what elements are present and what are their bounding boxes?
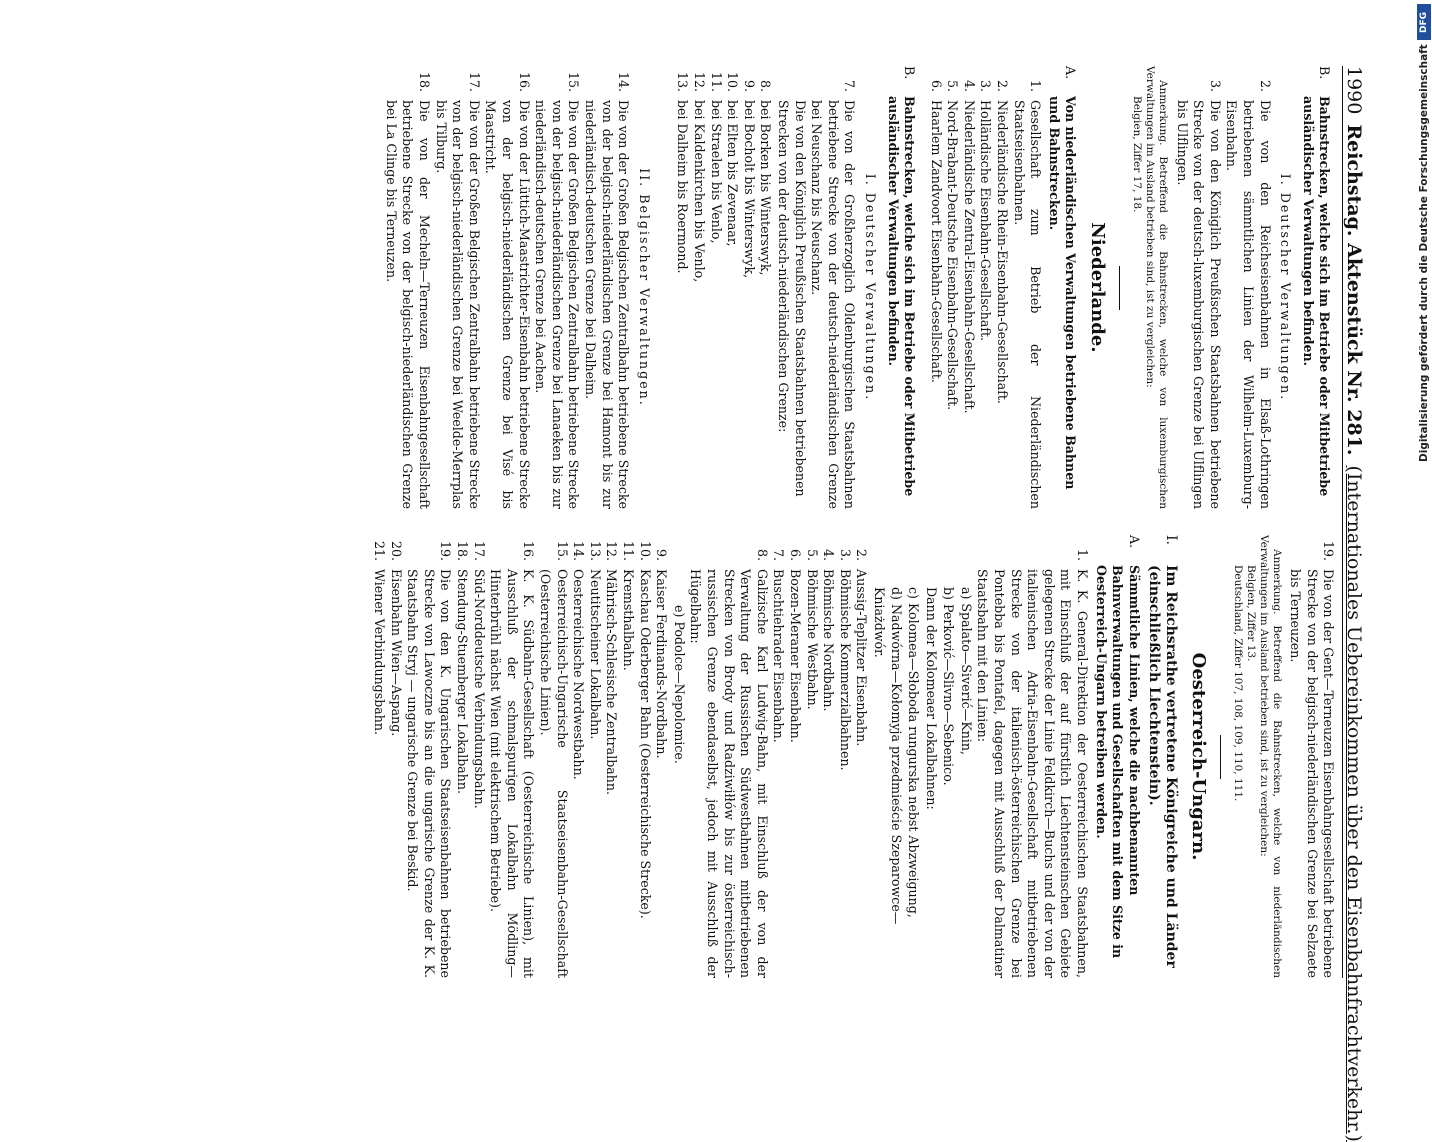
list-item: 12. bei Kaldenkirchen bis Venlo, (692, 71, 707, 283)
list-item: 11. Kremsthalbahn. (621, 540, 637, 671)
list-item: 18. Die von der Mecheln—Terneuzen Eisenbahngesellschaft betriebene Strecke von der belgisch-niederländischen Grenze bei La Clinge bis Terneuzen. (383, 71, 433, 509)
list-item: 3. Holländische Eisenbahn-Gesellschaft. (978, 79, 994, 342)
page-number: 1990 (1343, 66, 1365, 115)
list-item: 10. bei Elten bis Zevenaar, (725, 71, 741, 247)
sub-item: a) Spalato—Siverić—Knin, (958, 587, 974, 755)
list-item: 12. Mährisch-Schlesische Zentralbahn. (604, 540, 620, 796)
section-heading: A. Von niederländischen Verwaltungen betriebene Bahnen und Bahnstrecken. (1046, 66, 1079, 490)
list-item: 7. Die von der Großherzoglich Oldenburgischen Staatsbahnen betriebene Strecke von der deutsch-niederländischen Grenze bei Neuschanz bis Neuschanz. (809, 79, 858, 509)
list-item: 8. Galizische Karl Ludwig-Bahn, mit Einschluß der von der Verwaltung der Russischen Südwestbahnen mitbetriebenen Strecken von Brody und Radziwiłłów bis zur österreichisch-russischen Grenze ebendaselbst, jedoch mit Ausschluß der Hügelbahn: (688, 548, 770, 978)
list-item: 14. Oesterreichische Nordwestbahn. (571, 540, 587, 780)
list-item: 4. Niederländische Zentral-Eisenbahn-Gesellschaft. (961, 79, 977, 414)
list-item: 3. Die von den Königlich Preußischen Staatsbahnen betriebene Strecke von der deutsch-luxemburgischen Grenze bei Ulflingen bis Ulflingen. (1174, 79, 1223, 509)
list-item: 14. Die von der Großen Belgischen Zentralbahn betriebene Strecke von der belgisch-niederländischen Grenze bei Hamont bis zur niederländisch-deutschen Grenze bei Dalheim. (583, 71, 632, 509)
list-item: 16. K. K. Südbahn-Gesellschaft (Oesterreichische Linien), mit Ausschluß der schmalspurigen Lokalbahn Mödling—Hinterbrühl nächst Wien (mit elektrischem Betriebe). (488, 540, 537, 978)
document-page (10, 0, 1410, 1142)
footnote: Anmerkung. Betreffend die Bahnstrecken, welche von niederländischen Verwaltungen im Ausland betrieben sind, ist zu vergleichen: Belgien, Ziffer 13. Deutschland, Ziffer 107, 108, 109, 110, 111. (1231, 535, 1283, 978)
list-item: 15. Oesterreichisch-Ungarische Staatseisenbahn-Gesellschaft (Oesterreichische Linien). (538, 540, 570, 978)
country-title: Oesterreich-Ungarn. (1187, 652, 1209, 861)
digitization-note: Digitalisierung gefördert durch die Deutsche Forschungsgemeinschaft (1418, 44, 1430, 462)
footnote: Anmerkung. Betreffend die Bahnstrecken, welche von luxemburgischen Verwaltungen im Ausland betrieben sind, ist zu vergleichen: Belgien, Ziffer 17, 18. (1131, 66, 1170, 509)
section-heading: B. Bahnstrecken, welche sich im Betriebe oder Mitbetriebe ausländischer Verwaltungen befinden. (1300, 66, 1333, 497)
list-item: 19. Die von den K. Ungarischen Staatseisenbahnen betriebene Strecke von Lawoczne bis an die ungarische Grenze der K. K. Staatsbahn Stryj — ungarische Grenze bei Beskid. (405, 540, 454, 978)
country-title: Niederlande. (1087, 222, 1109, 353)
list-item: 19. Die von der Gent—Terneuzen Eisenbahngesellschaft betriebene Strecke von der belgisch-niederländischen Grenze bei Selzaete bis Terneuzen. (1288, 540, 1337, 978)
text-columns (371, 66, 1337, 978)
list-item: 6. Bozen-Meraner Eisenbahn. (787, 548, 803, 743)
list-item: 5. Böhmische Westbahn. (804, 548, 820, 710)
subsection-heading: II. Belgischer Verwaltungen. (636, 168, 652, 407)
list-item: 6. Haarlem Zandvoort Eisenbahn-Gesellschaft. (928, 79, 944, 383)
list-item: 1. Gesellschaft zum Betrieb der Niederländischen Staatseisenbahnen. (1011, 79, 1044, 509)
list-item: 16. Die von der Lüttich-Maastrichter-Eisenbahn betriebene Strecke von der belgisch-niederländischen Grenze bei Visé bis Maastricht. (483, 71, 532, 509)
divider (1119, 266, 1120, 310)
list-item: 3. Böhmische Kommerzialbahnen. (837, 548, 853, 771)
document-title: Reichstag. Aktenstück Nr. 281. (1343, 124, 1365, 456)
section-heading: A. Sämmtliche Linien, welche die nachbenannten Bahnverwaltungen und Gesellschaften mit dem Sitze in Oesterreich-Ungarn betreiben werden. (1093, 535, 1142, 959)
list-item: 5. Nord-Brabant-Deutsche Eisenbahn-Gesellschaft. (945, 79, 961, 411)
left-column (371, 66, 1337, 509)
list-item: 8. bei Borken bis Winterswyk, (758, 79, 774, 276)
list-item: 2. Aussig-Teplitzer Eisenbahn. (854, 548, 870, 747)
list-item: 9. bei Bocholt bis Winterswyk, (741, 79, 757, 279)
subsection-heading: I. Deutscher Verwaltungen. (1278, 173, 1294, 402)
list-item: 20. Eisenbahn Wien—Aspang. (388, 540, 404, 737)
paragraph: Dann der Kolomeaer Lokalbahnen: (923, 587, 939, 810)
list-item: 1. K. K. General-Direktion der Oesterreichischen Staatsbahnen, mit Einschluß der auf fürstlich Liechtensteinschen Gebiete gelegenen Strecke der Linie Feldkirch—Buchs und der von der italienischen Adria-Eisenbahn-Gesellschaft mitbetriebenen Strecke von der italienisch-österreichischen Grenze bei Pontebba bis Pontafel, dagegen mit Ausschluß der Dalmatiner Staatsbahn mit den Linien: (975, 548, 1091, 978)
sub-item: d) Nadwórna—Kołomyja przedmieście Szeparowce—Kniażdwór. (871, 587, 904, 925)
list-item: 17. Die von der Großen Belgischen Zentralbahn betriebene Strecke von der belgisch-niederländischen Grenze bei Weelde-Merrplas bis Tilburg. (433, 71, 482, 509)
list-item: 10. Kaschau Oderberger Bahn (Oesterreichische Strecke). (637, 540, 653, 919)
list-item: 11. bei Straelen bis Venlo, (708, 71, 724, 244)
sub-item: e) Podolce—Nepolomice. (671, 605, 687, 764)
divider (1220, 735, 1221, 779)
dfg-logo: DFG (1417, 4, 1431, 40)
sub-item: c) Kolomea—Słoboda rungurska nebst Abzweigung, (906, 587, 922, 918)
list-item: 21. Wiener Verbindungsbahn. (372, 540, 388, 736)
right-column (371, 535, 1337, 978)
section-heading: B. Bahnstrecken, welche sich im Betriebe oder Mitbetriebe ausländischer Verwaltungen befinden. (885, 66, 918, 497)
section-heading: I. Im Reichsrathe vertretene Königreiche und Länder (einschließlich Liechtenstein). (1146, 535, 1180, 968)
list-item: 17. Süd-Norddeutsche Verbindungsbahn. (471, 540, 487, 809)
list-item: 4. Böhmische Nordbahn. (821, 548, 837, 712)
list-item: 13. bei Dalheim bis Roermond. (675, 71, 691, 274)
subsection-heading: I. Deutscher Verwaltungen. (862, 173, 878, 402)
list-item: 9. Kaiser Ferdinands-Nordbahn. (654, 548, 670, 759)
list-item: 7. Buschtiehrader Eisenbahn. (771, 548, 787, 743)
page-header (1342, 66, 1365, 1142)
list-item: 2. Niederländische Rhein-Eisenbahn-Gesellschaft. (995, 79, 1011, 404)
list-item: 13. Neutitscheiner Lokalbahn. (587, 540, 603, 740)
sub-item: b) Perković—Slivno—Sebenico. (941, 587, 957, 786)
paragraph: Die von den Königlich Preußischen Staatsbahnen betriebenen Strecken von der deutsch-niederländischen Grenze: (775, 100, 808, 497)
document-subtitle: (Internationales Uebereinkommen über den Eisenbahnfrachtverkehr.) (1343, 465, 1365, 1142)
list-item: 2. Die von den Reichseisenbahnen in Elsaß-Lothringen betriebenen sämmtlichen Linien der Wilhelm-Luxemburg-Eisenbahn. (1224, 79, 1273, 509)
digitization-sidebar (1414, 0, 1432, 1000)
list-item: 15. Die von der Großen Belgischen Zentralbahn betriebene Strecke von der belgisch-niederländischen Grenze bei Lanaeken bis zur niederländisch-deutschen Grenze bei Aachen. (533, 71, 582, 509)
list-item: 18. Stendung-Stuemberger Lokalbahn. (455, 540, 471, 795)
